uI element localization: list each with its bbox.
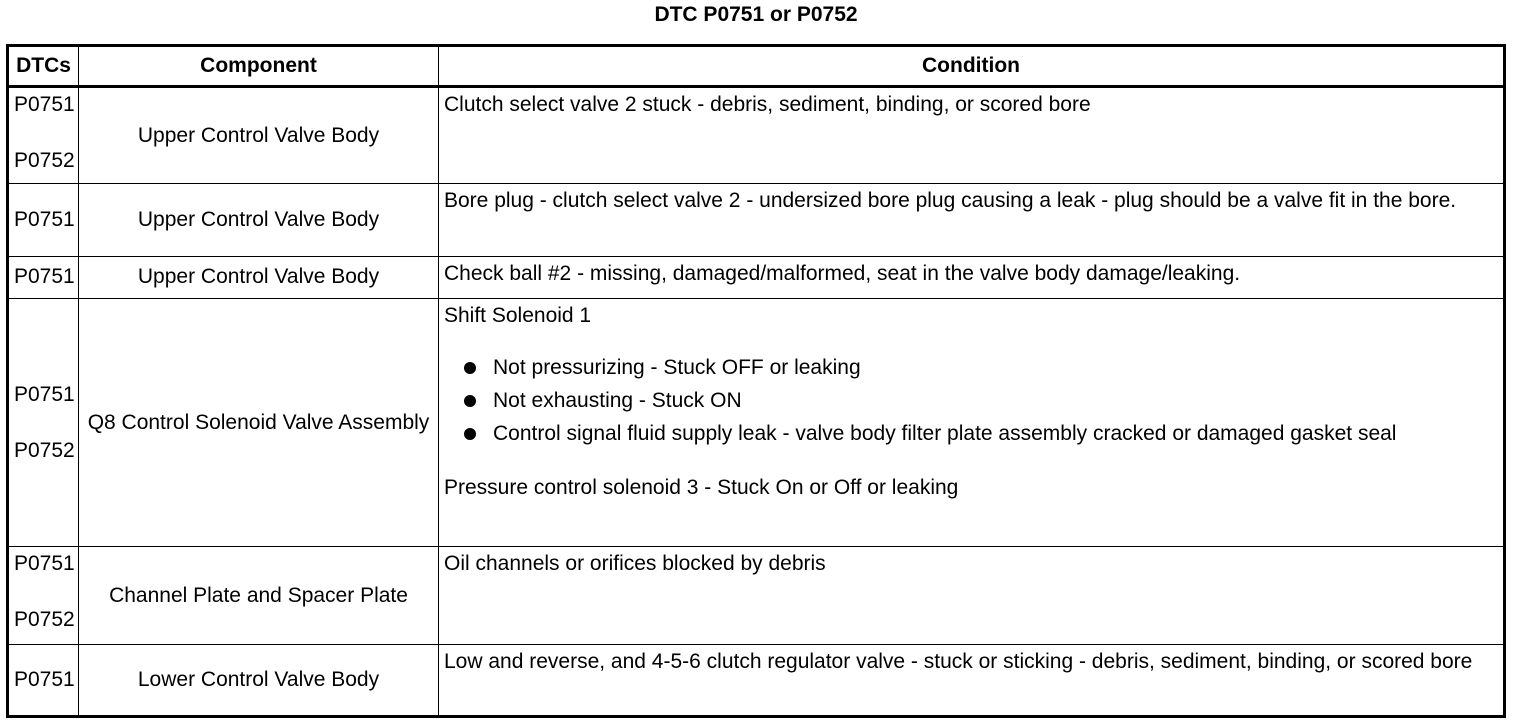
dtc-code: P0751 [14, 552, 75, 576]
dtc-code: P0751 [14, 382, 75, 406]
header-dtcs: DTCs [8, 46, 79, 87]
dtc-cell [8, 644, 79, 716]
dtc-cell [8, 298, 79, 547]
component-cell: Lower Control Valve Body [79, 644, 439, 716]
dtc-code: P0751 [14, 93, 75, 116]
table-row [8, 644, 1505, 716]
dtc-cell [8, 256, 79, 298]
dtc-code: P0752 [14, 438, 75, 462]
condition-bullet-list [444, 353, 1498, 449]
table-row [8, 298, 1505, 547]
condition-cell: Clutch select valve 2 stuck - debris, sediment, binding, or scored bore [439, 87, 1505, 184]
component-cell: Channel Plate and Spacer Plate [79, 547, 439, 644]
component-cell: Q8 Control Solenoid Valve Assembly [79, 298, 439, 547]
table-header-row [8, 46, 1505, 87]
dtc-cell [8, 547, 79, 644]
dtc-code: P0752 [14, 149, 75, 172]
condition-outro: Pressure control solenoid 3 - Stuck On or Off or leaking [444, 475, 959, 499]
condition-intro: Shift Solenoid 1 [444, 303, 592, 327]
dtc-table [6, 44, 1506, 718]
header-condition: Condition [439, 46, 1505, 87]
header-component: Component [79, 46, 439, 87]
condition-cell: Bore plug - clutch select valve 2 - undersized bore plug causing a leak - plug should be a valve fit in the bore. [439, 184, 1505, 256]
dtc-cell [8, 184, 79, 256]
condition-cell [439, 298, 1505, 547]
condition-cell: Low and reverse, and 4-5-6 clutch regulator valve - stuck or sticking - debris, sediment, binding, or scored bore [439, 644, 1505, 716]
table-row [8, 184, 1505, 256]
dtc-code: P0752 [14, 608, 75, 632]
dtc-code: P0751 [14, 667, 75, 691]
component-cell: Upper Control Valve Body [79, 87, 439, 184]
condition-cell: Check ball #2 - missing, damaged/malformed, seat in the valve body damage/leaking. [439, 256, 1505, 298]
page-title: DTC P0751 or P0752 [654, 3, 858, 26]
table-row [8, 547, 1505, 644]
bullet-dot-icon [464, 362, 476, 374]
dtc-code: P0751 [14, 207, 75, 231]
dtc-code: P0751 [14, 265, 75, 289]
component-cell: Upper Control Valve Body [79, 184, 439, 256]
table-row [8, 87, 1505, 184]
bullet-dot-icon [464, 428, 476, 440]
component-cell: Upper Control Valve Body [79, 256, 439, 298]
list-item: Control signal fluid supply leak - valve body filter plate assembly cracked or damaged gasket seal [444, 419, 1498, 449]
bullet-dot-icon [464, 395, 476, 407]
condition-cell: Oil channels or orifices blocked by debris [439, 547, 1505, 644]
list-item: Not pressurizing - Stuck OFF or leaking [444, 353, 1498, 383]
table-row [8, 256, 1505, 298]
dtc-cell [8, 87, 79, 184]
list-item: Not exhausting - Stuck ON [444, 386, 1498, 416]
